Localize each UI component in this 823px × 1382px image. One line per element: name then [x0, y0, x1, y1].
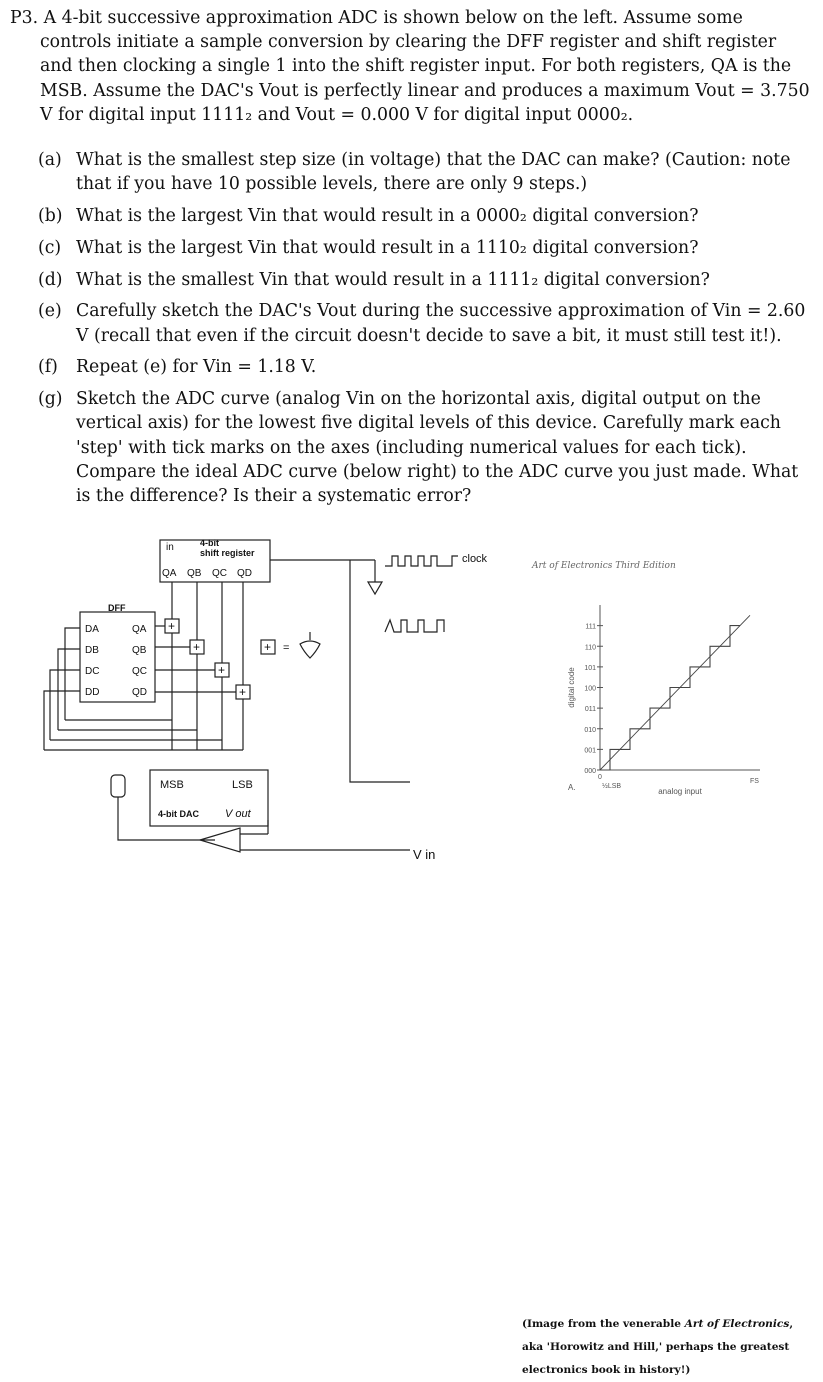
clock-label: clock — [462, 553, 488, 565]
ideal-adc-chart — [567, 605, 760, 796]
sr-output-qb: QB — [187, 568, 202, 579]
dac-label: 4-bit DAC — [158, 809, 199, 819]
adc-x-fs: FS — [750, 778, 759, 785]
part-a — [38, 148, 808, 196]
figure-caption — [522, 1313, 802, 1382]
dac-vout-label: V out — [225, 808, 251, 820]
part-c — [38, 236, 808, 260]
part-label: (g) — [38, 389, 63, 410]
part-label: (d) — [38, 269, 63, 290]
part-text: What is the largest Vin that would result in a 0000₂ digital conversion? — [76, 206, 699, 226]
dff-output-qc: QC — [132, 666, 147, 677]
circuit-figure — [0, 520, 823, 882]
adc-y-tick-label: 111 — [585, 623, 596, 631]
dff-output-qd: QD — [132, 687, 147, 698]
or-gate-a-plus: + — [168, 619, 176, 633]
adc-y-tick-label: 110 — [584, 644, 596, 652]
dff-input-dd: DD — [85, 687, 100, 698]
question-parts — [38, 148, 808, 516]
part-f — [38, 355, 808, 379]
part-text: What is the smallest step size (in voltage) that the DAC can make? (Caution: note that if you have 10 possible levels, there are only 9 steps.) — [76, 150, 791, 195]
adc-y-tick-label: 101 — [584, 664, 596, 672]
adc-y-tick-label: 001 — [584, 747, 596, 755]
feedback-wire-a — [65, 628, 80, 720]
adc-y-axis-label: digital code — [567, 667, 576, 708]
dff-output-qa: QA — [132, 624, 147, 635]
caption-before: (Image from the venerable — [522, 1318, 685, 1330]
or-gate-symbol-icon — [300, 641, 320, 658]
adc-y-tick-label: 010 — [584, 726, 596, 734]
dff-output-qb: QB — [132, 645, 147, 656]
adc-y-tick-label: 000 — [584, 768, 596, 775]
or-gate-c-plus: + — [218, 663, 226, 677]
adc-ideal-diagonal — [600, 615, 750, 770]
clock-buffer-icon — [368, 582, 382, 594]
dff-input-da: DA — [85, 624, 99, 635]
or-gate-b-plus: + — [193, 640, 201, 654]
figure-area — [0, 520, 823, 1376]
dff-title: DFF — [108, 603, 126, 613]
clock-waveform-icon — [385, 556, 458, 566]
part-label: (c) — [38, 237, 62, 258]
part-d — [38, 268, 808, 292]
adc-x-axis-label: analog input — [658, 787, 702, 796]
problem-label: P3. — [10, 8, 39, 28]
comparator-output-box — [111, 775, 125, 797]
part-label: (e) — [38, 301, 62, 322]
part-text: Repeat (e) for Vin = 1.18 V. — [76, 357, 317, 378]
shift-register-title-2: shift register — [200, 548, 255, 558]
ideal-adc-source: Art of Electronics Third Edition — [532, 561, 676, 571]
part-b — [38, 204, 808, 228]
legend-or-plus: + — [264, 640, 272, 654]
part-text: Carefully sketch the DAC's Vout during the successive approximation of Vin = 2.60 V (recall that even if the circuit doesn't decide to save a bit, it must still test it!). — [76, 301, 806, 346]
adc-y-tick-label: 011 — [584, 706, 596, 714]
adc-half-lsb-label: ½LSB — [602, 783, 622, 790]
or-gate-d-plus: + — [239, 685, 247, 699]
part-e — [38, 299, 808, 347]
adc-y-tick-label: 100 — [584, 685, 596, 693]
problem-statement: A 4-bit successive approximation ADC is shown below on the left. Assume some controls initiate a sample conversion by clearing the DFF register and shift register and then clocking a single 1 into the shift register input. For both registers, QA is the MSB. Assume the DAC's Vout is perfectly linear and produces a maximum Vout = 3.750 V for digital input 1111₂ and Vout = 0.000 V for digital input 0000₂. — [40, 8, 810, 125]
problem-intro-text — [10, 6, 810, 127]
dac-lsb-label: LSB — [232, 779, 253, 791]
feedback-wire-b — [58, 649, 80, 730]
shift-register-title-1: 4-bit — [200, 538, 219, 548]
part-label: (f) — [38, 357, 58, 378]
clock-to-dac-wire — [350, 560, 410, 782]
shift-register-in-label: in — [166, 542, 174, 553]
problem-intro — [10, 6, 810, 127]
sr-output-qa: QA — [162, 568, 177, 579]
dac-msb-label: MSB — [160, 779, 184, 791]
part-g — [38, 387, 808, 508]
part-label: (b) — [38, 206, 63, 226]
part-text: What is the largest Vin that would result in a 1110₂ digital conversion? — [76, 237, 699, 258]
adc-panel-label: A. — [568, 783, 576, 792]
sr-output-qd: QD — [237, 568, 252, 579]
legend-equals: = — [283, 642, 290, 654]
dff-input-dc: DC — [85, 666, 100, 677]
vin-label: V in — [413, 847, 436, 862]
dff-input-db: DB — [85, 645, 99, 656]
caption-after: , aka 'Horowitz and Hill,' perhaps the greatest electronics book in history!) — [522, 1318, 794, 1376]
part-text: What is the smallest Vin that would result in a 1111₂ digital conversion? — [76, 269, 710, 290]
part-label: (a) — [38, 150, 62, 170]
caption-book-title: Art of Electronics — [684, 1318, 790, 1330]
sr-output-qc: QC — [212, 568, 227, 579]
adc-x-zero: 0 — [598, 774, 602, 781]
part-text: Sketch the ADC curve (analog Vin on the horizontal axis, digital output on the vertical axis) for the lowest five digital levels of this device. Carefully mark each 'step' with tick marks on the axes (including numerical values for each tick). Compare the ideal ADC curve (below right) to the ADC curve you just made. What is the difference? Is their a systematic error? — [76, 389, 799, 506]
shifted-clock-waveform-icon — [385, 620, 444, 632]
